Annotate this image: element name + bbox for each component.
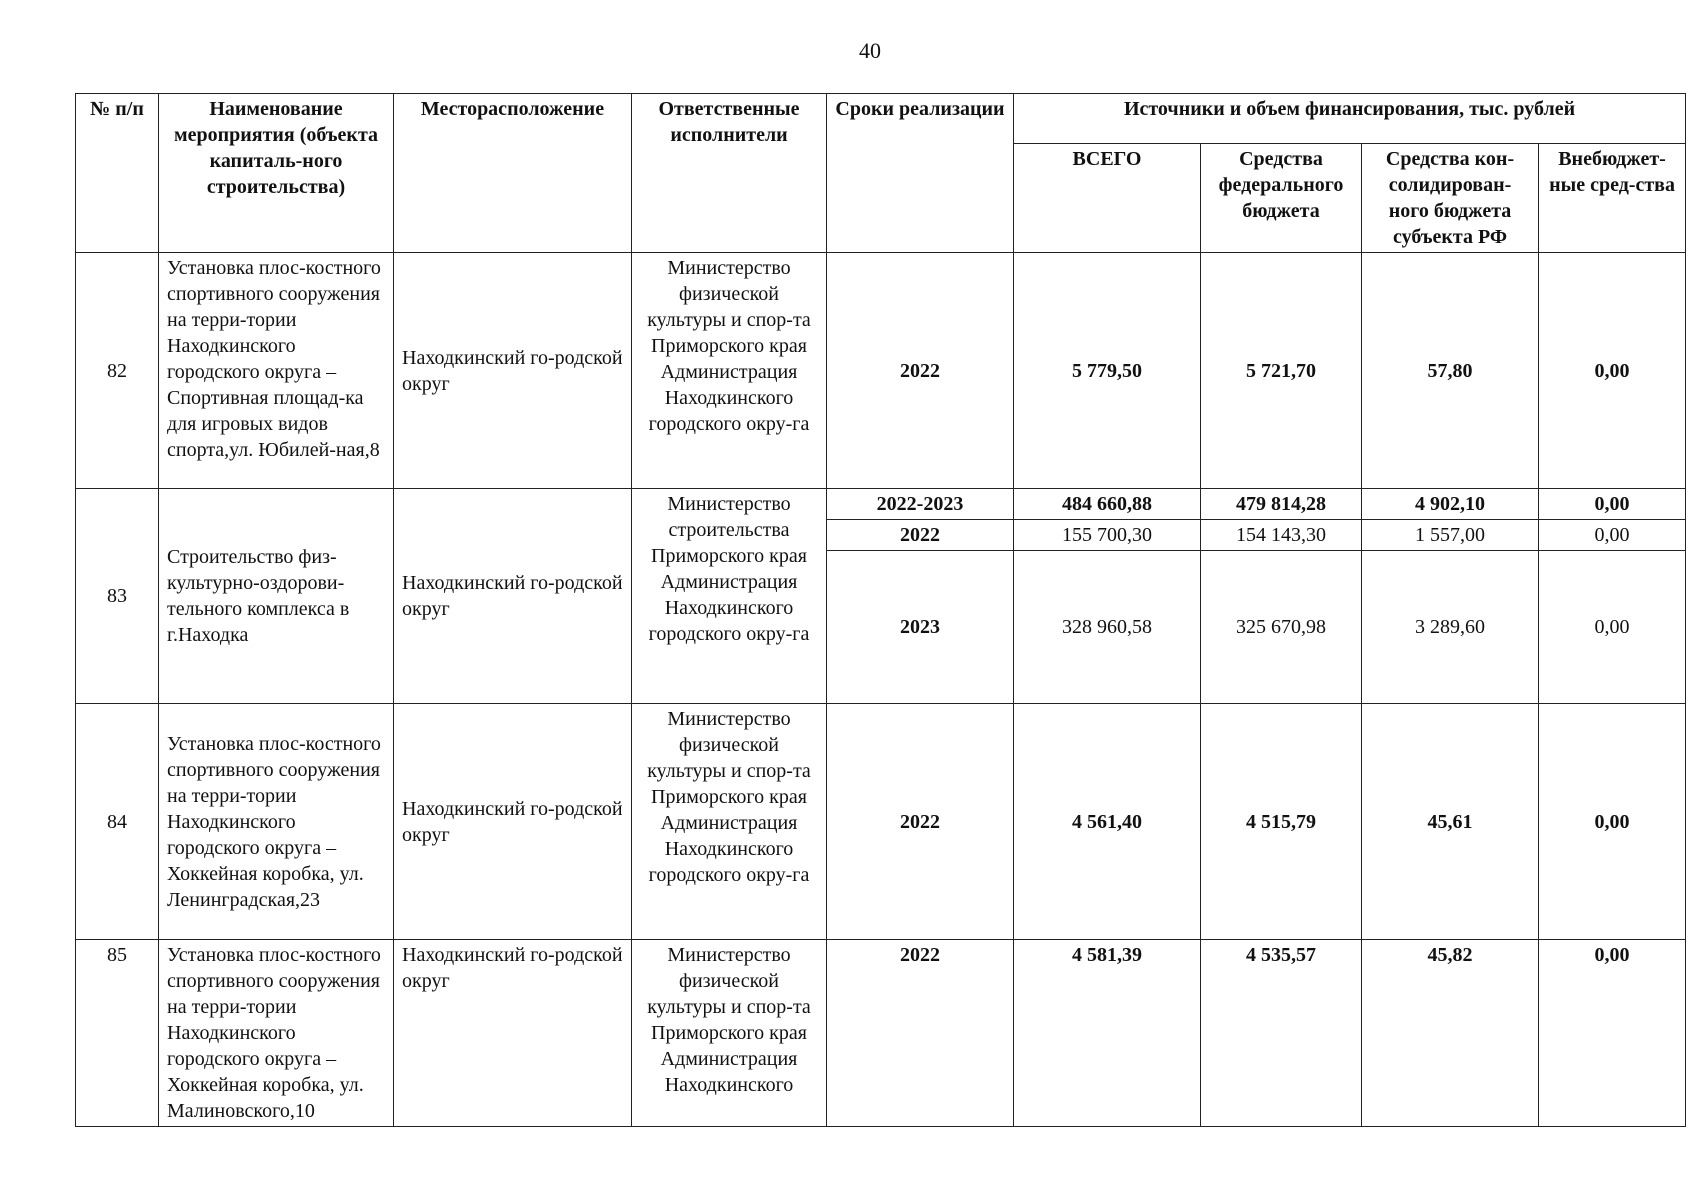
- row-federal: 154 143,30: [1201, 520, 1362, 551]
- row-extra: 0,00: [1539, 704, 1686, 940]
- row-location: Находкинский го-родской округ: [394, 253, 632, 489]
- header-funding: Источники и объем финансирования, тыс. рублей: [1014, 94, 1686, 144]
- row-num: 82: [76, 253, 159, 489]
- row-regional: 45,61: [1362, 704, 1539, 940]
- row-num: 83: [76, 489, 159, 704]
- row-regional: 57,80: [1362, 253, 1539, 489]
- header-executors: Ответственные исполнители: [632, 94, 827, 253]
- row-executors: Министерство физической культуры и спор-та Приморского края Администрация Находкинского городского окру-га: [632, 704, 827, 940]
- header-terms: Сроки реализации: [827, 94, 1014, 253]
- row-federal: 479 814,28: [1201, 489, 1362, 520]
- row-total: 4 581,39: [1014, 940, 1201, 1127]
- header-federal: Средства федерального бюджета: [1201, 144, 1362, 253]
- row-extra: 0,00: [1539, 489, 1686, 520]
- row-extra: 0,00: [1539, 940, 1686, 1127]
- row-extra: 0,00: [1539, 253, 1686, 489]
- row-executors: Министерство строительства Приморского края Администрация Находкинского городского окру-га: [632, 489, 827, 704]
- header-location: Месторасположение: [394, 94, 632, 253]
- row-regional: 4 902,10: [1362, 489, 1539, 520]
- funding-table: [75, 93, 1686, 1127]
- table-row: [76, 704, 1686, 940]
- row-executors: Министерство физической культуры и спор-та Приморского края Администрация Находкинского городского окру-га: [632, 253, 827, 489]
- header-name: Наименование мероприятия (объекта капиталь-ного строительства): [159, 94, 394, 253]
- row-extra: 0,00: [1539, 520, 1686, 551]
- row-federal: 5 721,70: [1201, 253, 1362, 489]
- row-year: 2022: [827, 520, 1014, 551]
- row-regional: 1 557,00: [1362, 520, 1539, 551]
- row-federal: 4 515,79: [1201, 704, 1362, 940]
- row-name: Строительство физ-культурно-оздорови-тельного комплекса в г.Находка: [159, 489, 394, 704]
- table-row: [76, 940, 1686, 1127]
- row-name: Установка плос-костного спортивного сооружения на терри-тории Находкинского городского округа – Хоккейная коробка, ул. Ленинградская,23: [159, 704, 394, 940]
- table-row: [76, 489, 1686, 520]
- table-row: [76, 253, 1686, 489]
- row-num: 84: [76, 704, 159, 940]
- page-number: 40: [859, 38, 881, 63]
- row-location: Находкинский го-родской округ: [394, 940, 632, 1127]
- header-total: ВСЕГО: [1014, 144, 1201, 253]
- row-location: Находкинский го-родской округ: [394, 704, 632, 940]
- row-executors: Министерство физической культуры и спор-та Приморского края Администрация Находкинского: [632, 940, 827, 1127]
- row-regional: 3 289,60: [1362, 551, 1539, 704]
- row-year: 2022-2023: [827, 489, 1014, 520]
- row-federal: 4 535,57: [1201, 940, 1362, 1127]
- row-total: 484 660,88: [1014, 489, 1201, 520]
- row-total: 4 561,40: [1014, 704, 1201, 940]
- row-year: 2022: [827, 940, 1014, 1127]
- row-name: Установка плос-костного спортивного сооружения на терри-тории Находкинского городского округа – Спортивная площад-ка для игровых видов спорта,ул. Юбилей-ная,8: [159, 253, 394, 489]
- row-total: 155 700,30: [1014, 520, 1201, 551]
- row-regional: 45,82: [1362, 940, 1539, 1127]
- row-extra: 0,00: [1539, 551, 1686, 704]
- header-num: № п/п: [76, 94, 159, 253]
- row-total: 5 779,50: [1014, 253, 1201, 489]
- row-name: Установка плос-костного спортивного сооружения на терри-тории Находкинского городского округа – Хоккейная коробка, ул. Малиновского,10: [159, 940, 394, 1127]
- row-total: 328 960,58: [1014, 551, 1201, 704]
- header-regional: Средства кон-солидирован-ного бюджета субъекта РФ: [1362, 144, 1539, 253]
- row-federal: 325 670,98: [1201, 551, 1362, 704]
- row-year: 2022: [827, 253, 1014, 489]
- header-extra: Внебюджет-ные сред-ства: [1539, 144, 1686, 253]
- row-year: 2023: [827, 551, 1014, 704]
- row-year: 2022: [827, 704, 1014, 940]
- row-location: Находкинский го-родской округ: [394, 489, 632, 704]
- row-num: 85: [76, 940, 159, 1127]
